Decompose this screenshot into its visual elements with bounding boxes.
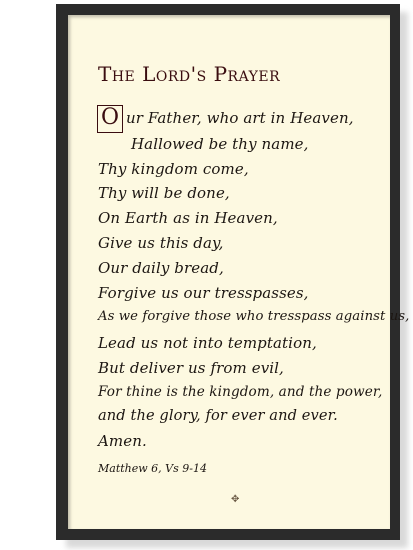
prayer-line-9: As we forgive those who tresspass against us, [98, 309, 410, 324]
prayer-line-8: Forgive us our tresspasses, [98, 284, 309, 302]
prayer-line-11: But deliver us from evil, [98, 359, 284, 377]
prayer-line-2: Hallowed be thy name, [131, 135, 309, 153]
prayer-line-7: Our daily bread, [98, 259, 224, 277]
prayer-line-6: Give us this day, [98, 234, 224, 252]
drop-cap: O [97, 105, 123, 133]
prayer-line-13: and the glory, for ever and ever. [98, 407, 338, 424]
diamond-flourish-icon: ✥ [231, 494, 240, 505]
prayer-line-1: ur Father, who art in Heaven, [126, 109, 354, 127]
prayer-line-3: Thy kingdom come, [98, 160, 249, 178]
page-title: The Lord's Prayer [98, 62, 281, 86]
prayer-line-5: On Earth as in Heaven, [98, 209, 278, 227]
prayer-line-14: Amen. [98, 432, 147, 450]
prayer-line-4: Thy will be done, [98, 184, 230, 202]
prayer-line-12: For thine is the kingdom, and the power, [98, 384, 383, 400]
prayer-line-10: Lead us not into temptation, [98, 334, 317, 352]
scripture-citation: Matthew 6, Vs 9-14 [98, 462, 207, 475]
